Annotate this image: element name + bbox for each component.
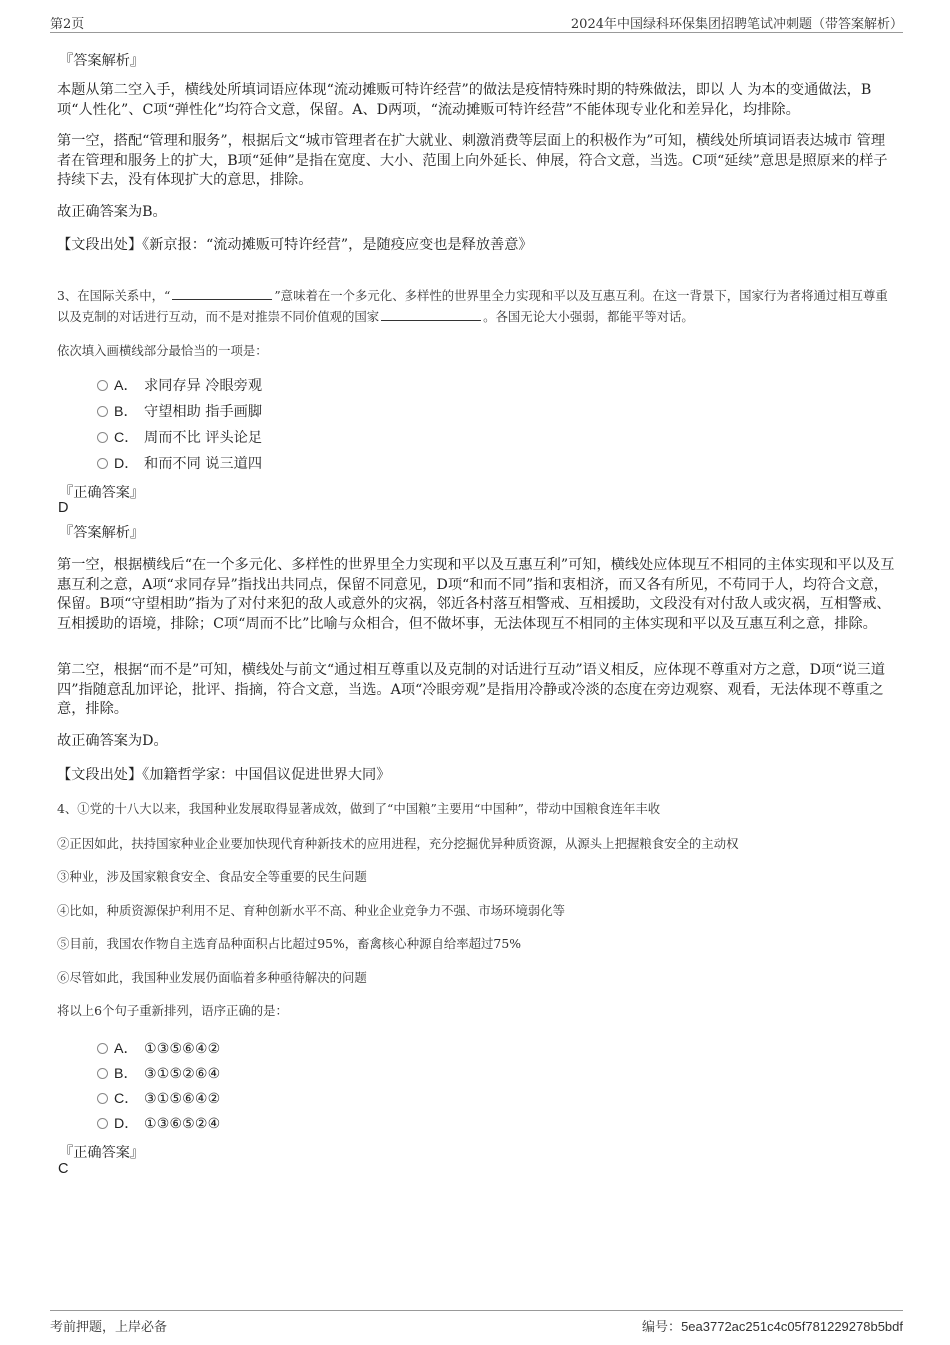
conclusion: 故正确答案为D。 xyxy=(57,733,168,749)
option-a[interactable]: A． ①③⑤⑥④② xyxy=(97,1038,220,1058)
correct-answer-label: 『正确答案』 xyxy=(59,1145,145,1161)
option-d[interactable]: D． 和而不同 说三道四 xyxy=(97,453,262,473)
page-number: 第2页 xyxy=(50,17,85,32)
sentence-1: 4、①党的十八大以来，我国种业发展取得显著成效，做到了“中国粮”主要用“中国种”，带动中国粮食连年丰收 xyxy=(57,801,661,816)
sentence-3: ③种业，涉及国家粮食安全、食品安全等重要的民生问题 xyxy=(57,869,367,884)
conclusion: 故正确答案为B。 xyxy=(57,204,167,220)
question-prompt: 将以上6个句子重新排列，语序正确的是： xyxy=(57,1003,288,1018)
option-c[interactable]: C． 周而不比 评头论足 xyxy=(97,427,262,447)
footer-slogan: 考前押题，上岸必备 xyxy=(50,1320,168,1335)
radio-icon[interactable] xyxy=(97,1118,108,1129)
correct-answer-label: 『正确答案』 xyxy=(59,485,145,501)
sentence-2: ②正因如此，扶持国家种业企业要加快现代育种新技术的应用进程，充分挖掘优异种质资源，从源头上把握粮食安全的主动权 xyxy=(57,836,739,851)
document-code: 编号：5ea3772ac251c4c05f781229278b5bdf xyxy=(642,1319,903,1335)
radio-icon[interactable] xyxy=(97,1043,108,1054)
fill-blank xyxy=(381,308,481,321)
sentence-6: ⑥尽管如此，我国种业发展仍面临着多种亟待解决的问题 xyxy=(57,970,367,985)
document-title: 2024年中国绿科环保集团招聘笔试冲刺题（带答案解析） xyxy=(570,17,903,32)
question-prompt: 依次填入画横线部分最恰当的一项是： xyxy=(57,343,268,358)
analysis-paragraph: 第一空，根据横线后“在一个多元化、多样性的世界里全力实现和平以及互惠互利”可知，横线处应体现互不相同的主体实现和平以及互惠互利之意，A项“求同存异”指找出共同点，保留不同意见，D项“和而不同”指和衷相济，而又各有所见，不苟同于人，均符合文意，保留。B项“守望相助”指为了对付来犯的敌人或意外的灾祸，邻近各村落互相警戒、互相援助，文段没有对付敌人或灾祸，互相警戒、互相援助的语境，排除；C项“周而不比”比喻与众相合，但不做坏事，无法体现互不相同的主体实现和平以及互惠互利之意，排除。 xyxy=(57,557,895,632)
radio-icon[interactable] xyxy=(97,432,108,443)
sentence-5: ⑤目前，我国农作物自主选育品种面积占比超过95%，畜禽核心种源自给率超过75% xyxy=(57,936,521,951)
analysis-label: 『答案解析』 xyxy=(59,53,145,69)
analysis-paragraph: 第二空，根据“而不是”可知，横线处与前文“通过相互尊重以及克制的对话进行互动”语义相反，应体现不尊重对方之意，D项“说三道四”指随意乱加评论，批评、指摘，符合文意，当选。A项“冷眼旁观”是指用冷静或冷淡的态度在旁边观察、观看，无法体现不尊重之意，排除。 xyxy=(57,662,885,717)
correct-answer: C xyxy=(58,1161,69,1177)
option-b[interactable]: B． 守望相助 指手画脚 xyxy=(97,401,262,421)
radio-icon[interactable] xyxy=(97,458,108,469)
option-c[interactable]: C． ③①⑤⑥④② xyxy=(97,1088,220,1108)
option-a[interactable]: A． 求同存异 冷眼旁观 xyxy=(97,375,262,395)
correct-answer: D xyxy=(58,500,69,516)
radio-icon[interactable] xyxy=(97,1068,108,1079)
source-citation: 【文段出处】《新京报：“流动摊贩可特许经营”，是随疫应变也是释放善意》 xyxy=(57,237,533,253)
analysis-paragraph: 本题从第二空入手，横线处所填词语应体现“流动摊贩可特许经营”的做法是疫情特殊时期的特殊做法，即以 人 为本的变通做法，B项“人性化”、C项“弹性化”均符合文意，保留。A、D两项，“流动摊贩可特许经营”不能体现专业化和差异化，均排除。 xyxy=(57,82,872,118)
radio-icon[interactable] xyxy=(97,1093,108,1104)
fill-blank xyxy=(172,287,272,300)
page-footer xyxy=(50,1310,903,1337)
radio-icon[interactable] xyxy=(97,406,108,417)
analysis-paragraph: 第一空，搭配“管理和服务”，根据后文“城市管理者在扩大就业、刺激消费等层面上的积极作为”可知，横线处所填词语表达城市 管理者在管理和服务上的扩大，B项“延伸”是指在宽度、大小、范围上向外延长、伸展，符合文意，当选。C项“延续”意思是照原来的样子持续下去，没有体现扩大的意思，排除。 xyxy=(57,133,888,188)
option-d[interactable]: D． ①③⑥⑤②④ xyxy=(97,1113,220,1133)
analysis-label: 『答案解析』 xyxy=(59,525,145,541)
question-stem: 3、在国际关系中，“ ”意味着在一个多元化、多样性的世界里全力实现和平以及互惠互利。在这一背景下，国家行为者将通过相互尊重以及克制的对话进行互动，而不是对推崇不同价值观的国家 。各国无论大小强弱，都能平等对话。 xyxy=(57,288,888,324)
option-b[interactable]: B． ③①⑤②⑥④ xyxy=(97,1063,220,1083)
sentence-4: ④比如，种质资源保护利用不足、育种创新水平不高、种业企业竞争力不强、市场环境弱化等 xyxy=(57,903,566,918)
radio-icon[interactable] xyxy=(97,380,108,391)
page-header xyxy=(50,12,903,33)
source-citation: 【文段出处】《加籍哲学家：中国倡议促进世界大同》 xyxy=(57,767,391,783)
